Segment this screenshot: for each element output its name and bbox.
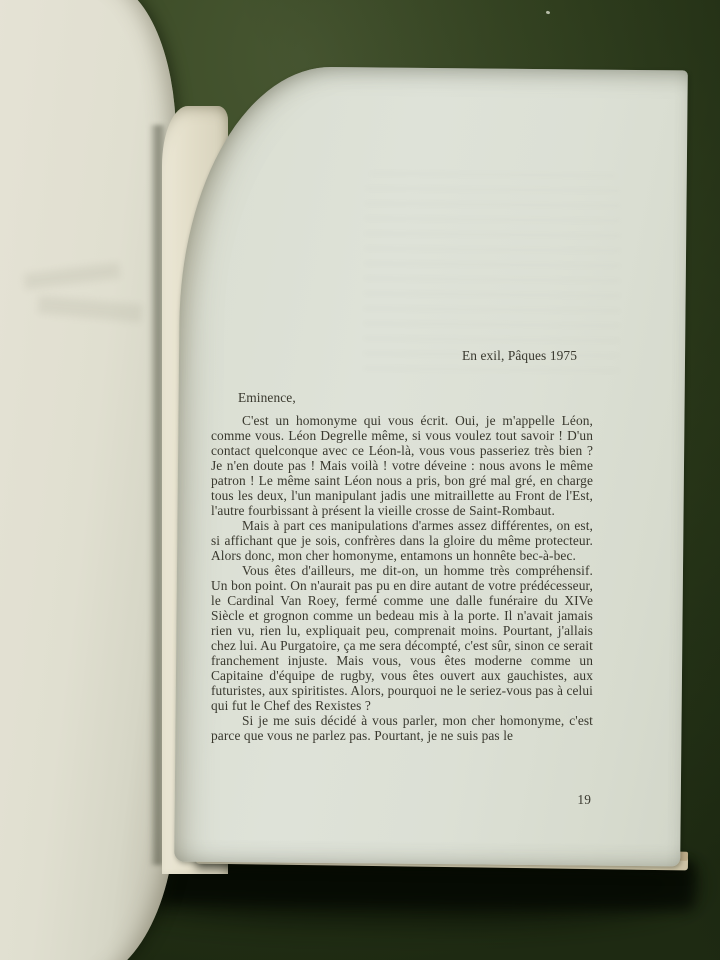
showthrough-mark [37, 296, 142, 323]
paragraph-2: Mais à part ces manipulations d'armes assez différentes, on est, si affichant que je sois, confrères dans la gloire du même protecteur. Alors donc, mon cher homonyme, entamons un honnête bec-à-bec. [211, 518, 593, 563]
letter-body [211, 413, 593, 743]
paragraph-3: Vous êtes d'ailleurs, me dit-on, un homme très compréhensif. Un bon point. On n'aurait pas pu en dire autant de votre prédécesseur, le Cardinal Van Roey, fermé comme une dalle funéraire du XIVe Siècle et grognon comme un bedeau mis à la porte. Il n'avait jamais rien vu, rien lu, expliquait peu, comprenait moins. Pourtant, j'allais chez lui. Au Purgatoire, ça me sera décompté, c'est sûr, sinon ce serait franchement injuste. Mais vous, vous êtes moderne comme un Capitaine d'équipe de rugby, vous êtes ouvert aux gauchistes, aux futuristes, aux spiritistes. Alors, pourquoi ne le seriez-vous pas à celui qui fut le Chef des Rexistes ? [211, 563, 593, 713]
dateline: En exil, Pâques 1975 [461, 348, 577, 363]
salutation: Eminence, [238, 390, 296, 405]
showthrough-mark [23, 262, 120, 290]
page-text-column [211, 0, 593, 960]
page-number: 19 [577, 792, 591, 807]
paragraph-4: Si je me suis décidé à vous parler, mon cher homonyme, c'est parce que vous ne parlez pas. Pourtant, je ne suis pas le [211, 713, 593, 743]
paragraph-1: C'est un homonyme qui vous écrit. Oui, je m'appelle Léon, comme vous. Léon Degrelle même, si vous voulez tout savoir ! D'un contact quelconque avec ce Léon-là, vous vous passeriez très bien ? Je n'en doute pas ! Mais voilà ! votre déveine : nous avons le même patron ! Le même saint Léon nous a pris, bon gré mal gré, en charge tous les deux, l'un manipulant jadis une mitraillette au Front de l'Est, l'autre fourbissant à présent la vieille crosse de Saint-Rombaut. [211, 413, 593, 518]
